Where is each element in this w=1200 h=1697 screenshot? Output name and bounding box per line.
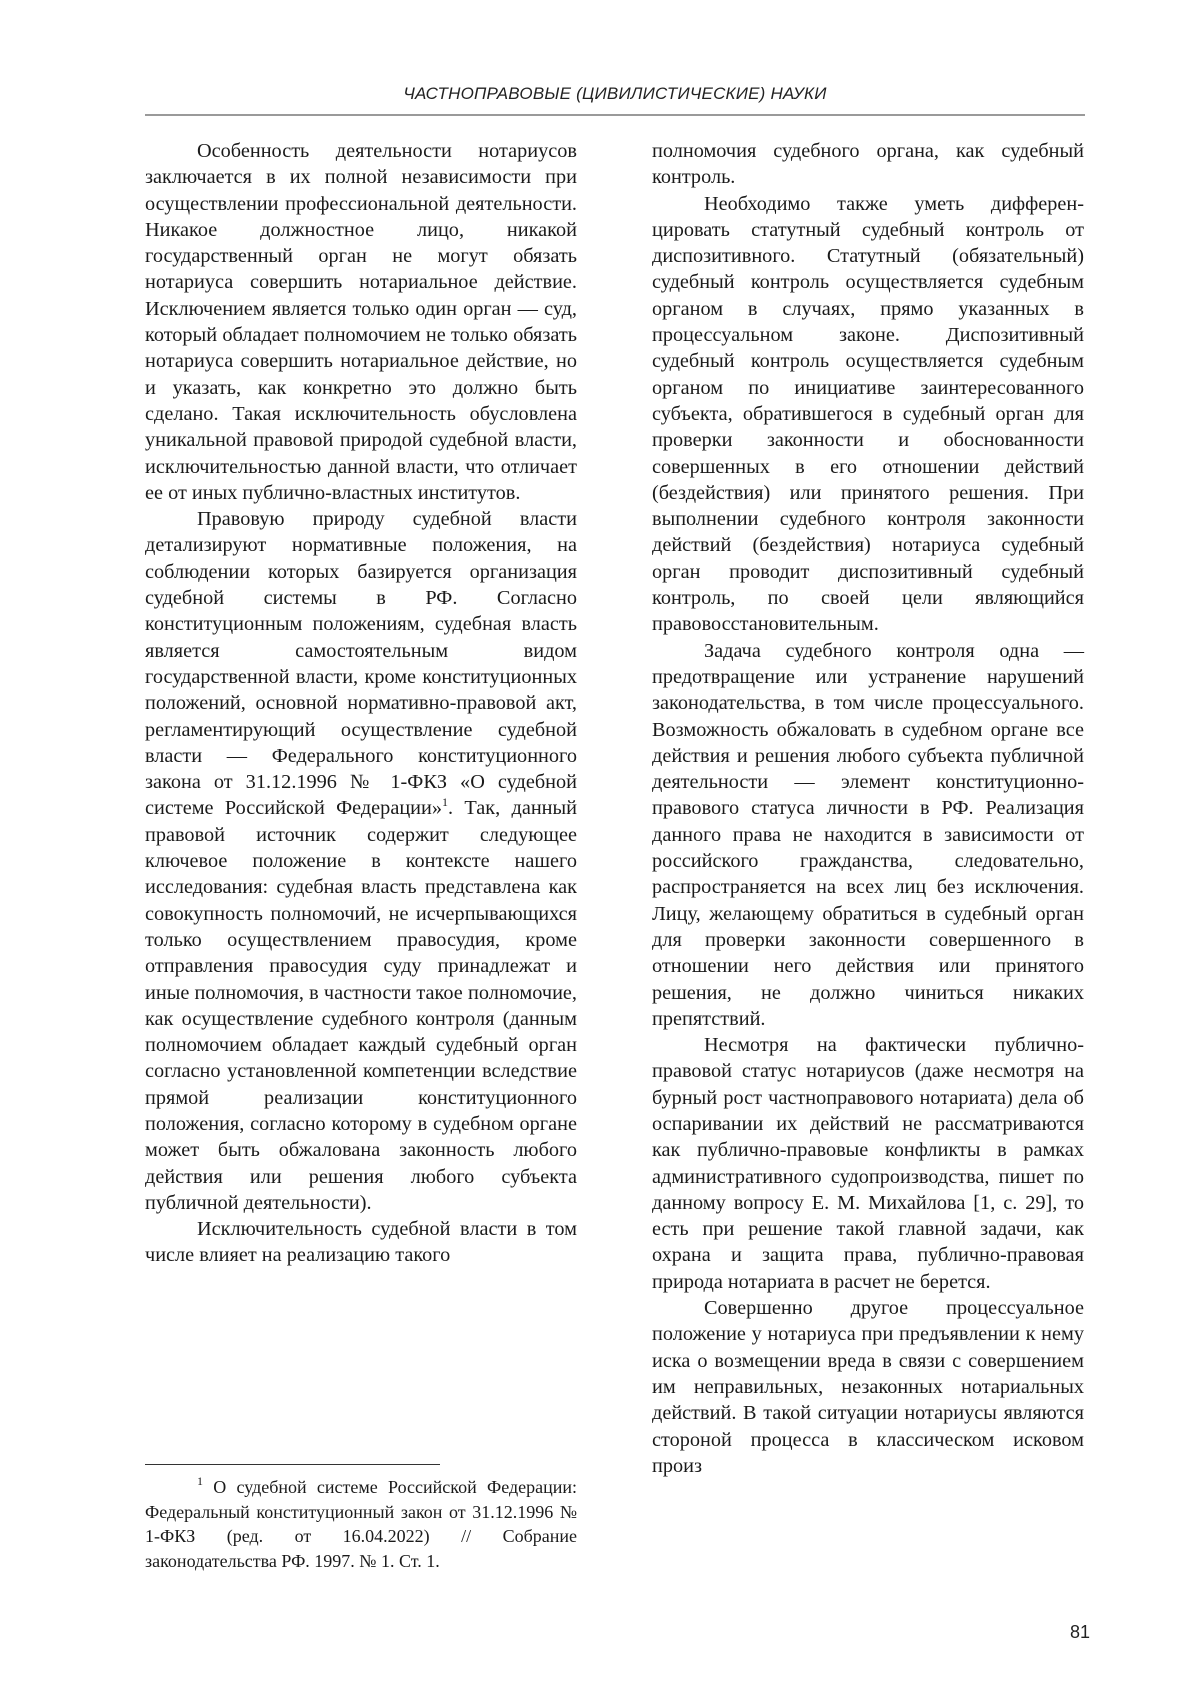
footnote-text: О судебной системе Российской Федерации: Федеральный конституционный закон от 31.12.1996 № 1-ФКЗ (ред. от 16.04.2022) // Собрание законодательства РФ. 1997. № 1. Ст. 1. <box>145 1477 577 1571</box>
paragraph: Необходимо также уметь дифференцировать статутный судебный контроль от диспозитивного. Статутный (обязательный) судебный контроль осуществляется судебным органом в случаях, прямо указанных в процессуальном законе. Диспозитивный судебный контроль осуществляется судебным органом по инициативе заинтересованного субъекта, обратившегося в судебный орган для проверки законности и обоснованности совершенных в его отношении действий (бездействия) или принятого решения. При выполнении судебного контроля законности действий (бездействия) нотариуса судебный орган проводит диспозитивный судебный контроль, по своей цели являющийся правовосстановительным. <box>652 192 1084 636</box>
footnote-number: 1 <box>197 1474 203 1488</box>
header-rule <box>145 114 1085 116</box>
paragraph: Задача судебного контроля одна — предотвращение или устранение нарушений законодательства, в том числе процессуального. Возможность обжаловать в судебном органе все действия и решения любого субъекта публичной деятельности — элемент конституционно-правового статуса личности в РФ. Реализация данного права не находится в зависимости от российского гражданства, следовательно, распространяется на всех лиц без исключения. Лицу, желающему обратиться в судебный орган для проверки законности совершенного в отношении него действия или принятого решения, не должно чиниться никаких препятствий. <box>652 639 1084 1030</box>
paragraph-text: Правовую природу судебной власти детализируют нормативные положения, на соблюдении которых базируется организация судебной системы в РФ. Согласно конституционным положениям, судебная власть является самостоятельным видом государственной власти, кроме конституционных положений, основной нормативно-правовой акт, регламентирующий осуществление судебной власти — Федерального конституционного закона от 31.12.1996 № 1-ФКЗ «О судебной системе Российской Федерации» <box>145 508 577 820</box>
running-header: ЧАСТНОПРАВОВЫЕ (ЦИВИЛИСТИЧЕСКИЕ) НАУКИ <box>403 84 827 103</box>
paragraph: Исключительность судебной власти в том числе влияет на реализацию такого <box>145 1218 577 1267</box>
footnote-reference: 1 <box>442 795 449 810</box>
page-number: 81 <box>1069 1622 1090 1642</box>
left-column <box>145 138 577 1269</box>
footnote-separator <box>145 1464 440 1465</box>
footnote <box>145 1475 577 1573</box>
paragraph: Несмотря на фактически публично-правовой статус нотариусов (даже несмотря на бурный рост частноправового нотариата) дела об оспаривании их действий не рассматриваются как публично-правовые конфликты в рамках административного судопроизводства, пишет по данному вопросу Е. М. Михайлова [1, с. 29], то есть при решение такой главной задачи, как охрана и защита права, публично-правовая природа нотариата в расчет не берется. <box>652 1034 1084 1293</box>
footnote-body <box>145 1475 577 1573</box>
paragraph: Особенность деятельности нотариусов заключается в их полной независимости при осуществлении профессиональной деятельности. Никакое должностное лицо, никакой государственный орган не могут обязать нотариуса совершить нотариальное действие. Исключением является только один орган — суд, который обладает полномочием не только обязать нотариуса совершить нотариальное действие, но и указать, как конкретно это должно быть сделано. Такая исключительность обусловлена уникальной правовой природой судебной власти, исключительностью данной власти, что отличает ее от иных публично-властных институтов. <box>145 140 577 504</box>
paragraph-text: Так, данный правовой источник содержит следующее ключевое положение в контексте нашего исследования: судебная власть представлена как совокупность полномочий, не исчерпывающихся только осуществлением правосудия, кроме отправления правосудия суду принадлежат и иные полномочия, в частности такое полномочие, как осуществление судебного контроля (данным полномочием обладает каждый судебный орган согласно установленной компетенции вследствие прямой реализации конституционного положения, согласно которому в судебном органе может быть обжалована законность любого действия или решения любого субъекта публичной деятельности). <box>145 797 578 1214</box>
paragraph: Правовую природу судебной власти детализируют нормативные положения, на соблюдении которых базируется организация судебной системы в РФ. Согласно конституционным положениям, судебная власть является самостоятельным видом государственной власти, кроме конституционных положений, основной нормативно-правовой акт, регламентирующий осуществление судебной власти — Федерального конституционного закона от 31.12.1996 № 1-ФКЗ «О судебной системе Российской Федерации»$^1$. Так, данный правовой источник содержит следующее ключевое положение в контексте нашего исследования: судебная власть представлена как совокупность полномочий, не исчерпывающихся только осуществлением правосудия, кроме отправления правосудия суду принадлежат и иные полномочия, в частности такое полномочие, как осуществление судебного контроля (данным полномочием обладает каждый судебный орган согласно установленной компетенции вследствие прямой реализации конституционного положения, согласно которому в судебном органе может быть обжалована законность любого действия или решения любого субъекта публичной деятельности). <box>145 508 578 1214</box>
paragraph: полномочия судебного органа, как судебный контроль. <box>652 140 1084 189</box>
right-column <box>652 138 1084 1479</box>
paragraph: Совершенно другое процессуальное положение у нотариуса при предъявлении к нему иска о возмещении вреда в связи с совершением им неправильных, незаконных нотариальных действий. В такой ситуации нотариусы являются стороной процесса в классическом исковом произ <box>652 1297 1084 1477</box>
